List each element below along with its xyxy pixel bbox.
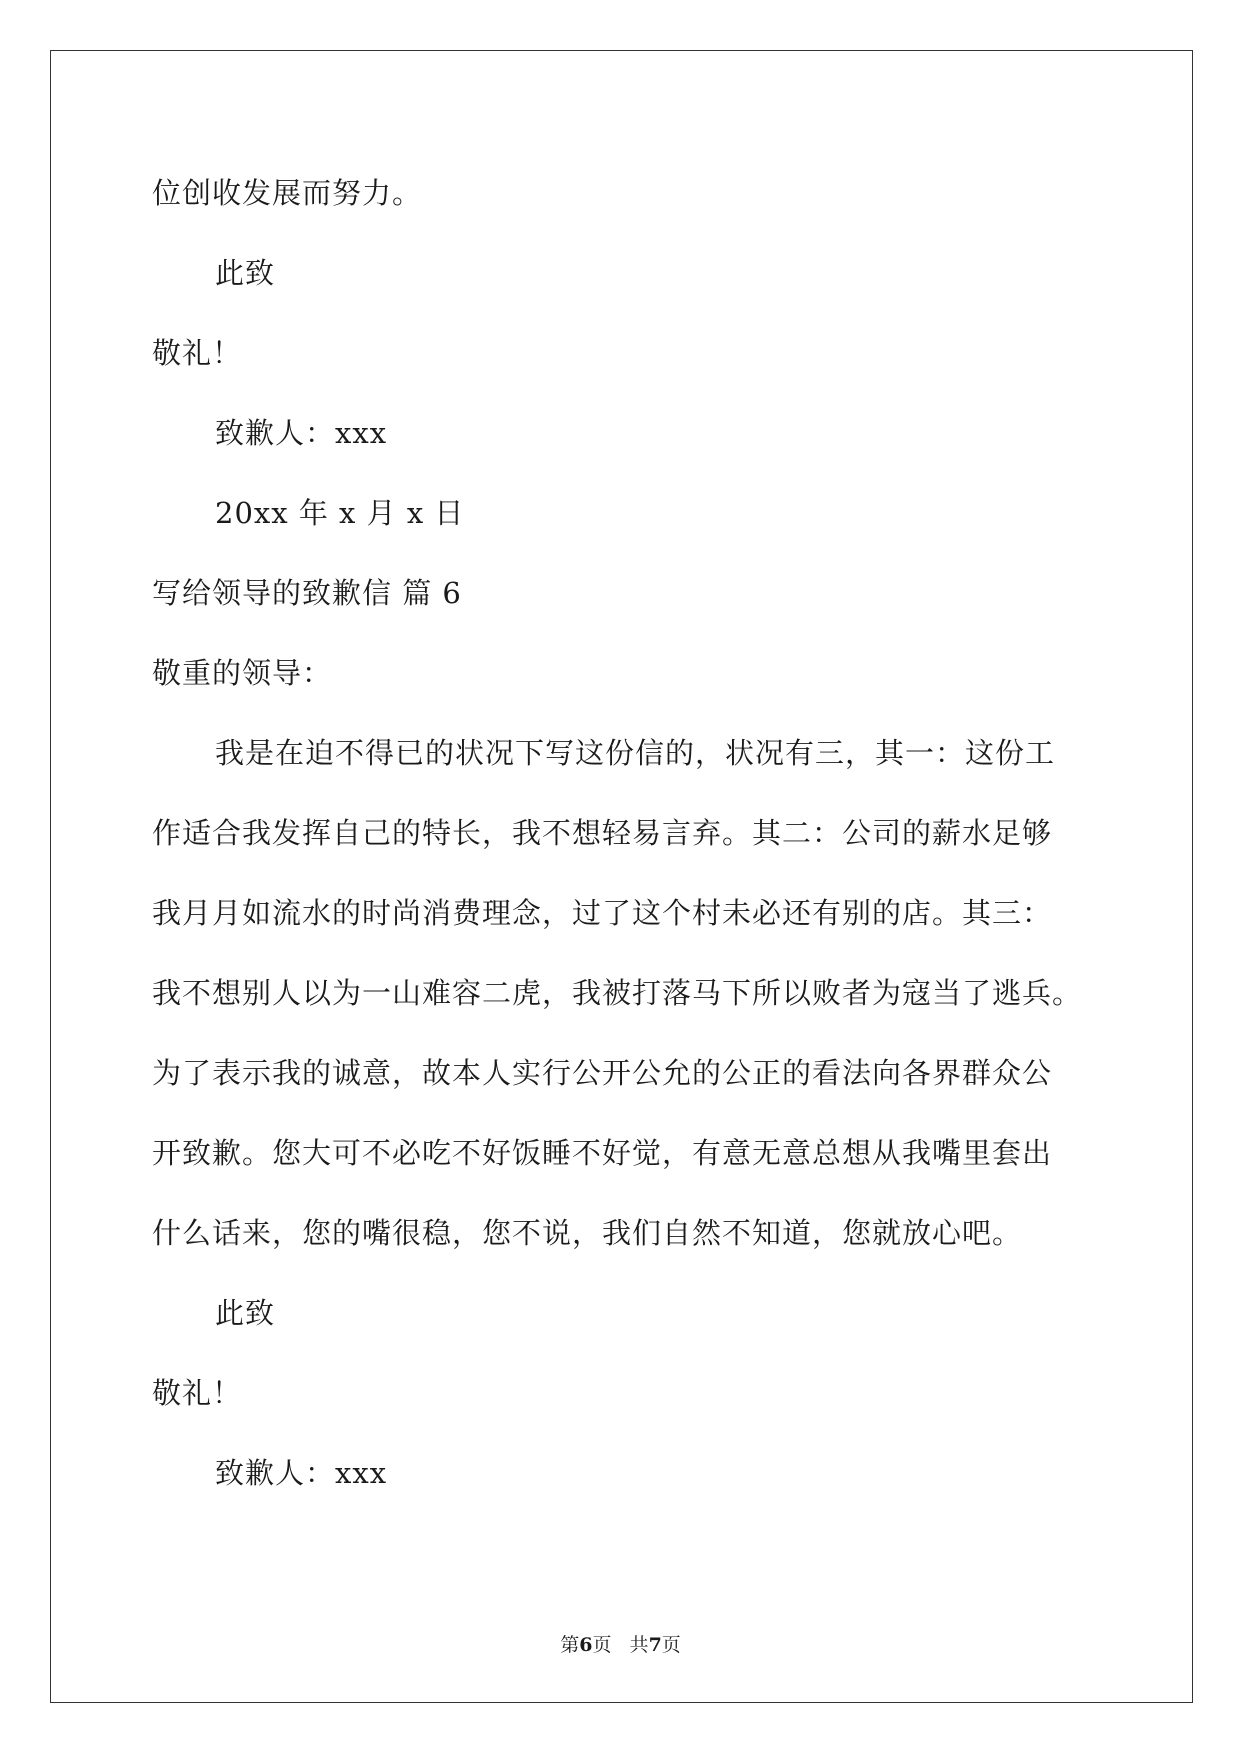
closing-salutation: 此致	[215, 1296, 276, 1330]
paragraph-line: 作适合我发挥自己的特长，我不想轻易言弃。其二：公司的薪水足够	[152, 816, 1053, 850]
footer-suffix: 页	[661, 1634, 681, 1656]
total-page-count: 7	[648, 1634, 662, 1656]
closing-salutation: 此致	[215, 256, 276, 290]
paragraph-line: 为了表示我的诚意，故本人实行公开公允的公正的看法向各界群众公	[152, 1056, 1053, 1090]
date-line: 20xx 年 x 月 x 日	[215, 496, 465, 530]
closing-regards: 敬礼！	[152, 1376, 243, 1410]
greeting-line: 敬重的领导：	[152, 656, 333, 690]
section-heading: 写给领导的致歉信 篇 6	[152, 576, 462, 610]
signature-line: 致歉人：xxx	[215, 416, 388, 450]
paragraph-line: 开致歉。您大可不必吃不好饭睡不好觉，有意无意总想从我嘴里套出	[152, 1136, 1053, 1170]
page-number-footer	[0, 1633, 1241, 1657]
paragraph-line: 什么话来，您的嘴很稳，您不说，我们自然不知道，您就放心吧。	[152, 1216, 1023, 1250]
text-line: 位创收发展而努力。	[152, 176, 423, 210]
footer-mid: 页 共	[592, 1634, 649, 1656]
current-page-number: 6	[579, 1634, 593, 1656]
paragraph-line: 我不想别人以为一山难容二虎，我被打落马下所以败者为寇当了逃兵。	[152, 976, 1083, 1010]
signature-line: 致歉人：xxx	[215, 1456, 388, 1490]
paragraph-line: 我月月如流水的时尚消费理念，过了这个村未必还有别的店。其三：	[152, 896, 1053, 930]
closing-regards: 敬礼！	[152, 336, 243, 370]
footer-prefix: 第	[560, 1634, 580, 1656]
paragraph-line: 我是在迫不得已的状况下写这份信的，状况有三，其一：这份工	[215, 736, 1056, 770]
